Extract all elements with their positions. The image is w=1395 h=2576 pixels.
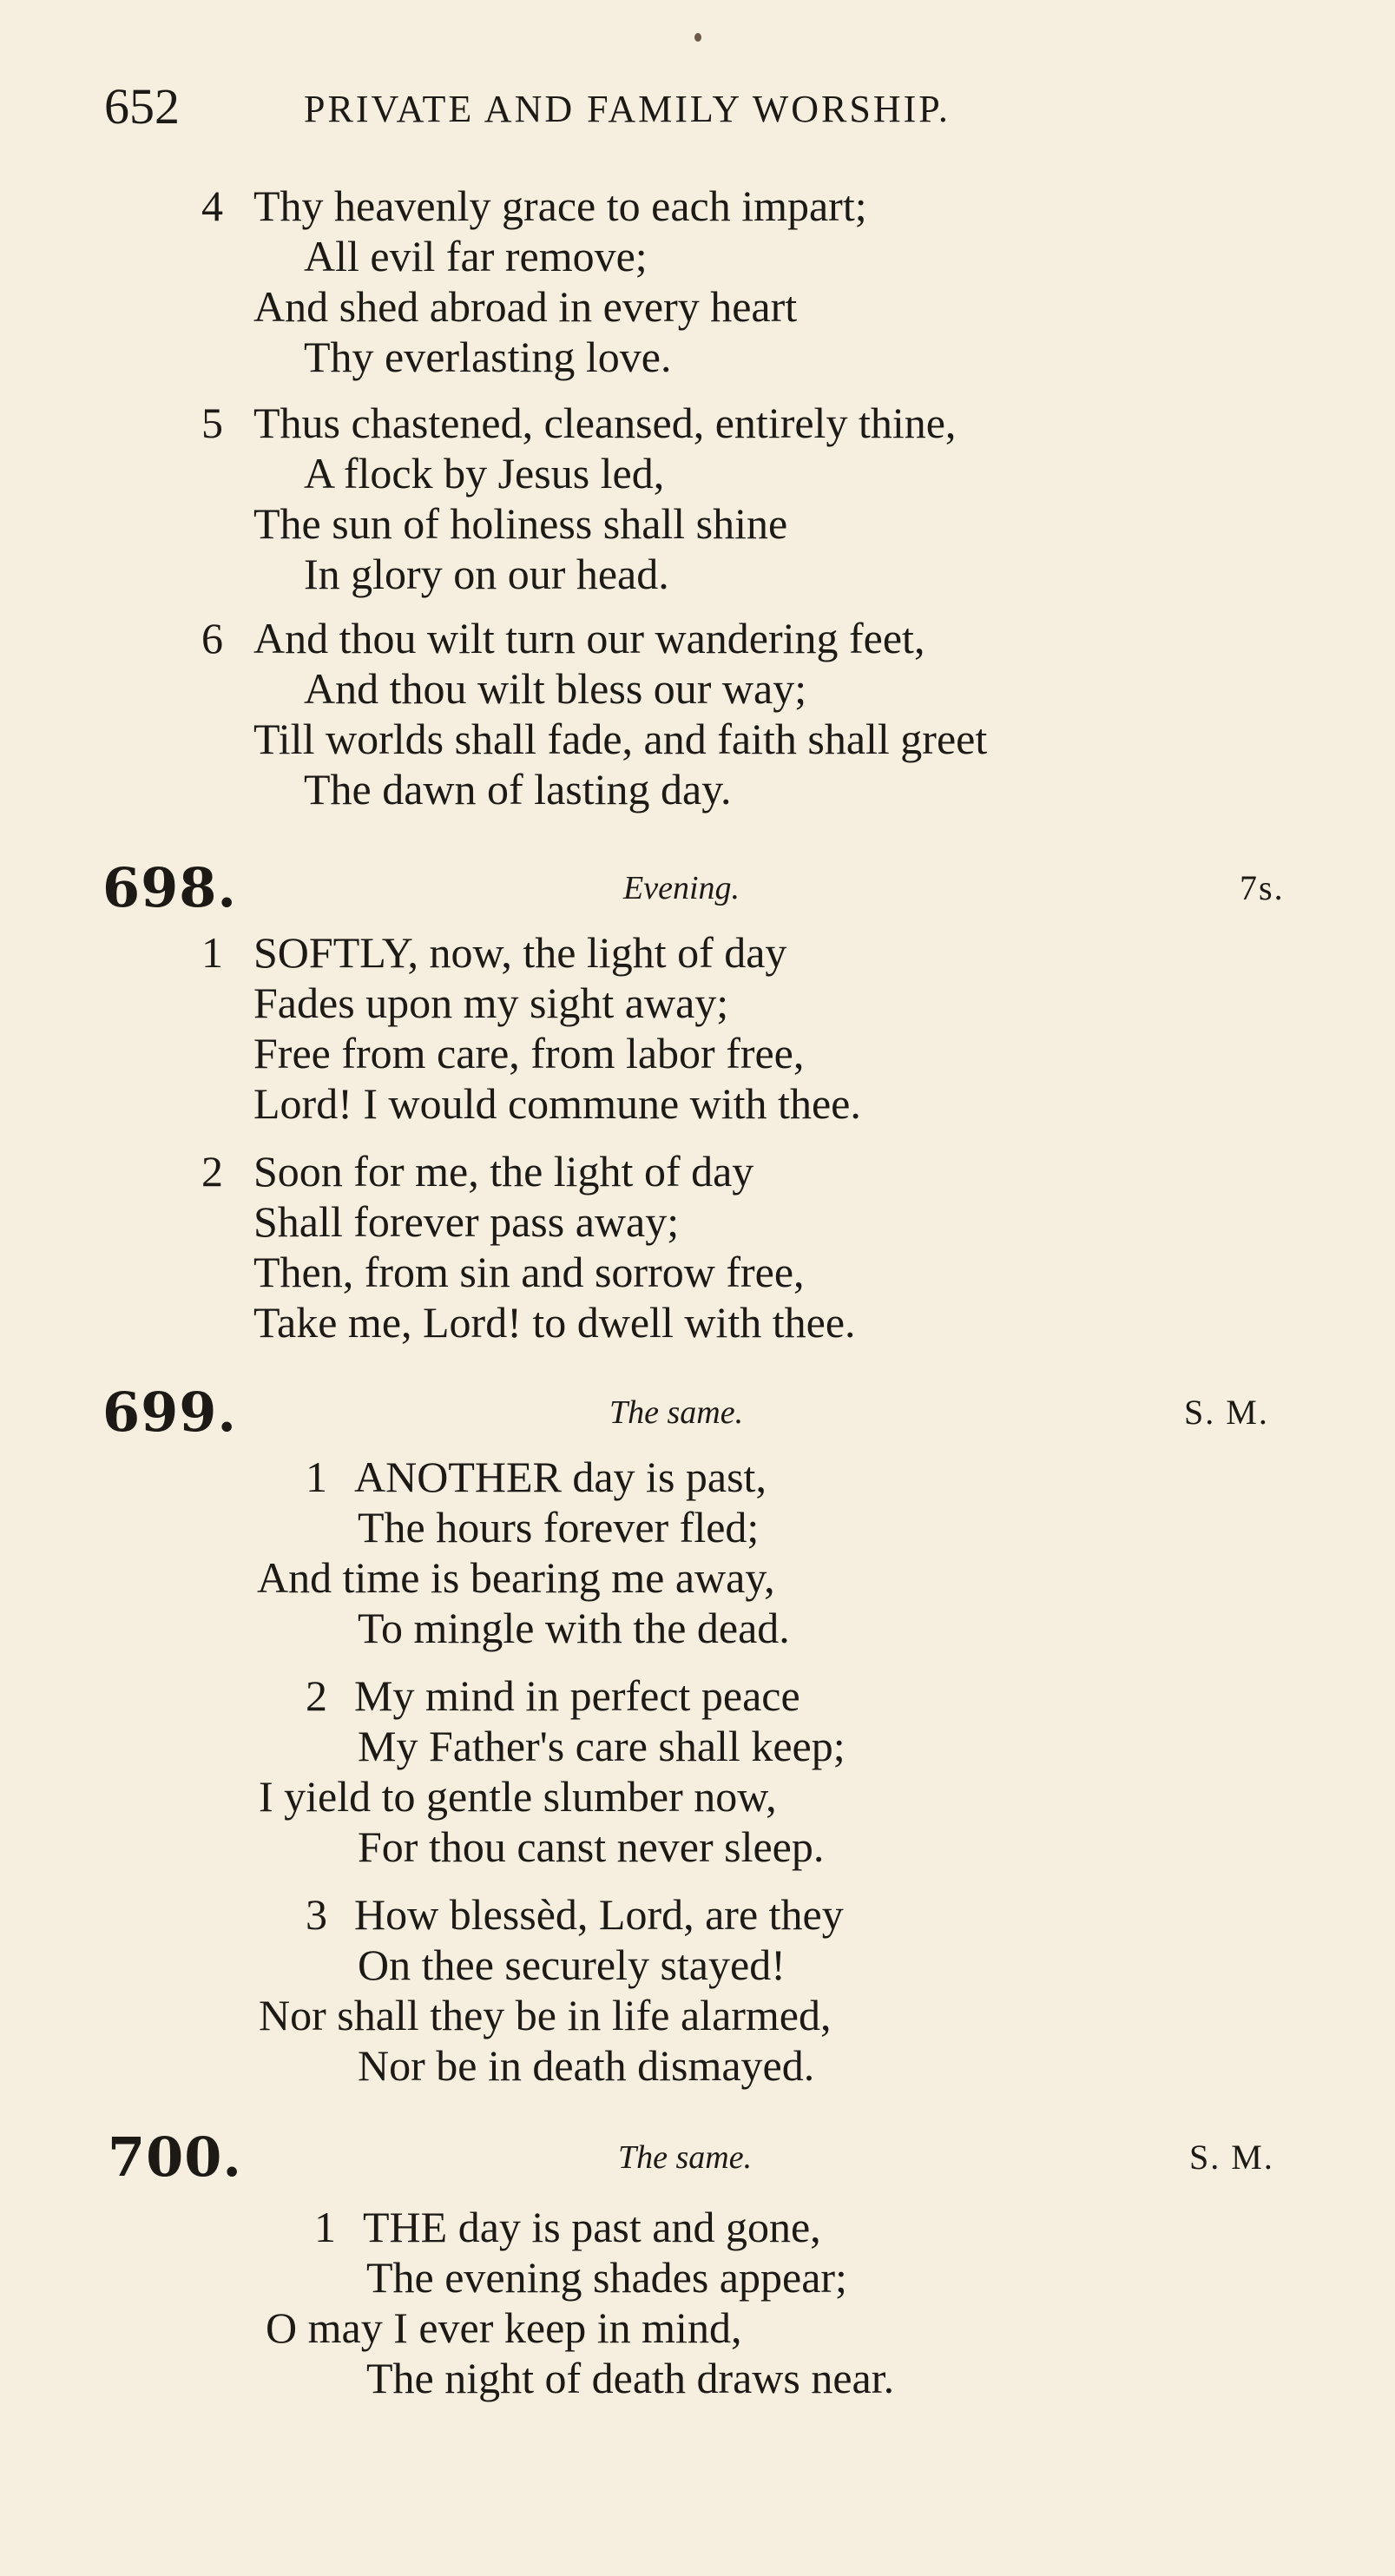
- verse-line: On thee securely stayed!: [358, 1940, 786, 1989]
- verse-line: Fades upon my sight away;: [253, 978, 729, 1027]
- stanza-number: 1: [306, 1453, 327, 1501]
- verse-line: SOFTLY, now, the light of day: [253, 928, 787, 977]
- verse-line: I yield to gentle slumber now,: [259, 1772, 777, 1821]
- verse-line: And shed abroad in every heart: [253, 282, 798, 331]
- verse-line: Then, from sin and sorrow free,: [253, 1248, 805, 1296]
- stanza-number: 2: [201, 1147, 223, 1196]
- verse-line: Soon for me, the light of day: [253, 1147, 754, 1196]
- verse-line: And thou wilt bless our way;: [304, 664, 807, 713]
- verse-line: Thus chastened, cleansed, entirely thine,: [253, 399, 957, 447]
- verse-line: To mingle with the dead.: [358, 1604, 790, 1652]
- verse-line: Thy everlasting love.: [304, 333, 672, 381]
- hymn-number: 699.: [102, 1380, 238, 1444]
- verse-line: Nor be in death dismayed.: [358, 2041, 815, 2090]
- page-header: [104, 76, 1319, 137]
- verse-line: All evil far remove;: [304, 232, 648, 280]
- verse-line: THE day is past and gone,: [363, 2203, 821, 2251]
- stanza-number: 4: [201, 181, 223, 230]
- verse-line: The night of death draws near.: [366, 2354, 895, 2402]
- verse-line: O may I ever keep in mind,: [266, 2303, 742, 2352]
- stanza-number: 2: [306, 1671, 327, 1720]
- verse-line: And thou wilt turn our wandering feet,: [253, 614, 925, 662]
- stanza-number: 6: [201, 614, 223, 662]
- hymn-meter: S. M.: [1189, 2138, 1274, 2177]
- hymn-title: The same.: [609, 1394, 744, 1431]
- running-head: PRIVATE AND FAMILY WORSHIP.: [304, 88, 951, 130]
- hymn-number: 700.: [108, 2125, 243, 2189]
- hymn-meter: S. M.: [1184, 1393, 1269, 1432]
- ink-mark: [694, 33, 701, 42]
- verse-line: How blessèd, Lord, are they: [354, 1890, 844, 1939]
- verse-line: The sun of holiness shall shine: [253, 499, 788, 548]
- verse-line: Shall forever pass away;: [253, 1197, 680, 1246]
- page-number: 652: [104, 78, 180, 135]
- hymn-meter: 7s.: [1240, 868, 1285, 907]
- verse-line: A flock by Jesus led,: [304, 449, 665, 497]
- verse-line: For thou canst never sleep.: [358, 1822, 825, 1871]
- verse-line: Till worlds shall fade, and faith shall greet: [253, 715, 988, 763]
- verse-line: The hours forever fled;: [358, 1503, 760, 1552]
- verse-line: ANOTHER day is past,: [354, 1453, 767, 1501]
- hymn-title: Evening.: [623, 870, 740, 906]
- verse-line: Nor shall they be in life alarmed,: [259, 1991, 832, 2039]
- stanza-number: 5: [201, 399, 223, 447]
- hymn-number: 698.: [102, 856, 238, 919]
- verse-line: In glory on our head.: [304, 550, 669, 598]
- verse-line: The evening shades appear;: [366, 2253, 847, 2302]
- stanza-number: 1: [314, 2203, 336, 2251]
- stanza-number: 1: [201, 928, 223, 977]
- verse-line: And time is bearing me away,: [257, 1553, 775, 1602]
- verse-line: Thy heavenly grace to each impart;: [253, 181, 867, 230]
- verse-line: My Father's care shall keep;: [358, 1722, 846, 1770]
- verse-line: Take me, Lord! to dwell with thee.: [253, 1298, 856, 1347]
- stanza-number: 3: [306, 1890, 327, 1939]
- verse-line: My mind in perfect peace: [354, 1671, 800, 1720]
- hymn-title: The same.: [618, 2139, 753, 2176]
- verse-line: The dawn of lasting day.: [304, 765, 732, 814]
- verse-line: Free from care, from labor free,: [253, 1029, 805, 1077]
- verse-line: Lord! I would commune with thee.: [253, 1079, 861, 1128]
